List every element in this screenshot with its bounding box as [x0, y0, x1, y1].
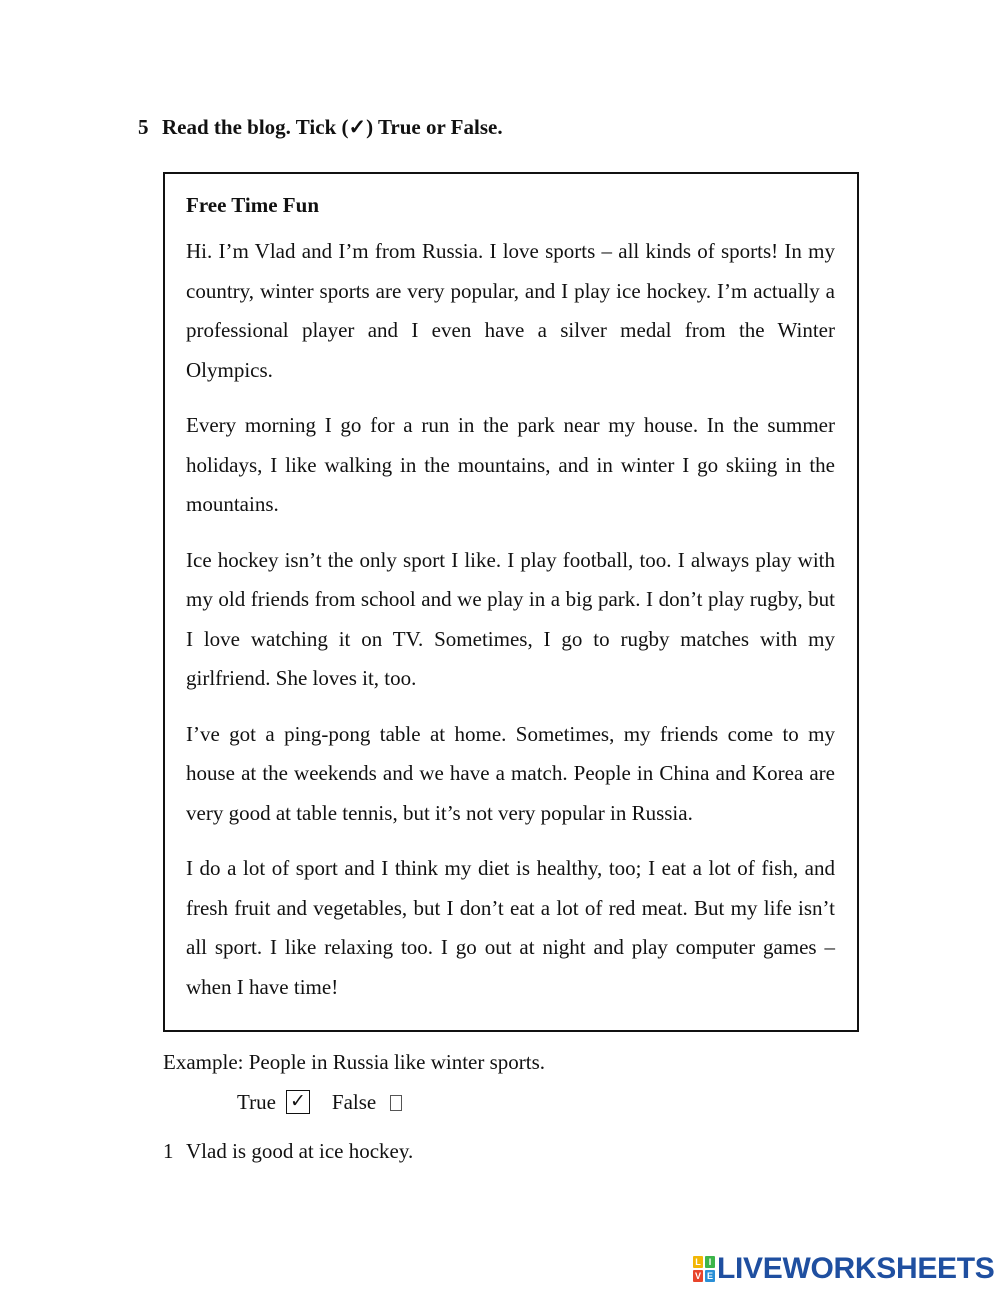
blog-paragraph: Hi. I’m Vlad and I’m from Russia. I love sports – all kinds of sports! In my country, winter sports are very popular, and I play ice hockey. I’m actually a professional player and I even have a silver medal from the Winter Olympics. [186, 239, 835, 382]
blog-box [163, 172, 859, 1032]
question-text: Vlad is good at ice hockey. [186, 1139, 414, 1163]
blog-paragraph: I do a lot of sport and I think my diet is healthy, too; I eat a lot of fish, and fresh fruit and vegetables, but I don’t eat a lot of red meat. But my life isn’t all sport. I like relaxing too. I go out at night and play computer games – when I have time! [186, 856, 835, 999]
blog-title: Free Time Fun [186, 193, 319, 217]
example-options [237, 1090, 402, 1115]
example-statement: Example: People in Russia like winter sports. [163, 1050, 546, 1074]
example-false-label: False [331, 1090, 377, 1114]
blog-paragraph: Ice hockey isn’t the only sport I like. I play football, too. I always play with my old friends from school and we play in a big park. I don’t play rugby, but I love watching it on TV. Sometimes, I go to rugby matches with my girlfriend. She loves it, too. [186, 547, 835, 690]
example-true-label: True [237, 1090, 276, 1114]
logo-text: LIVEWORKSHEETS [717, 1252, 995, 1285]
example-false-checkbox[interactable] [390, 1095, 402, 1111]
exercise-heading [138, 115, 503, 140]
exercise-instruction: Read the blog. Tick (✓) True or False. [162, 115, 503, 139]
logo-tile: L [693, 1256, 703, 1268]
exercise-number: 5 [138, 115, 149, 139]
blog-paragraph: Every morning I go for a run in the park near my house. In the summer holidays, I like walking in the mountains, and in winter I go skiing in the mountains. [186, 413, 835, 516]
blog-paragraph: I’ve got a ping-pong table at home. Sometimes, my friends come to my house at the weekends and we have a match. People in China and Korea are very good at table tennis, but it’s not very popular in Russia. [186, 721, 835, 825]
logo-tile: I [705, 1256, 715, 1268]
question-number: 1 [163, 1139, 174, 1163]
logo-tile: V [694, 1271, 701, 1281]
logo-mark-icon [693, 1256, 715, 1282]
example-true-checkbox[interactable]: ✓ [286, 1090, 310, 1114]
logo-tile: E [706, 1271, 713, 1281]
question-item [163, 1139, 413, 1164]
liveworksheets-logo [693, 1252, 995, 1286]
